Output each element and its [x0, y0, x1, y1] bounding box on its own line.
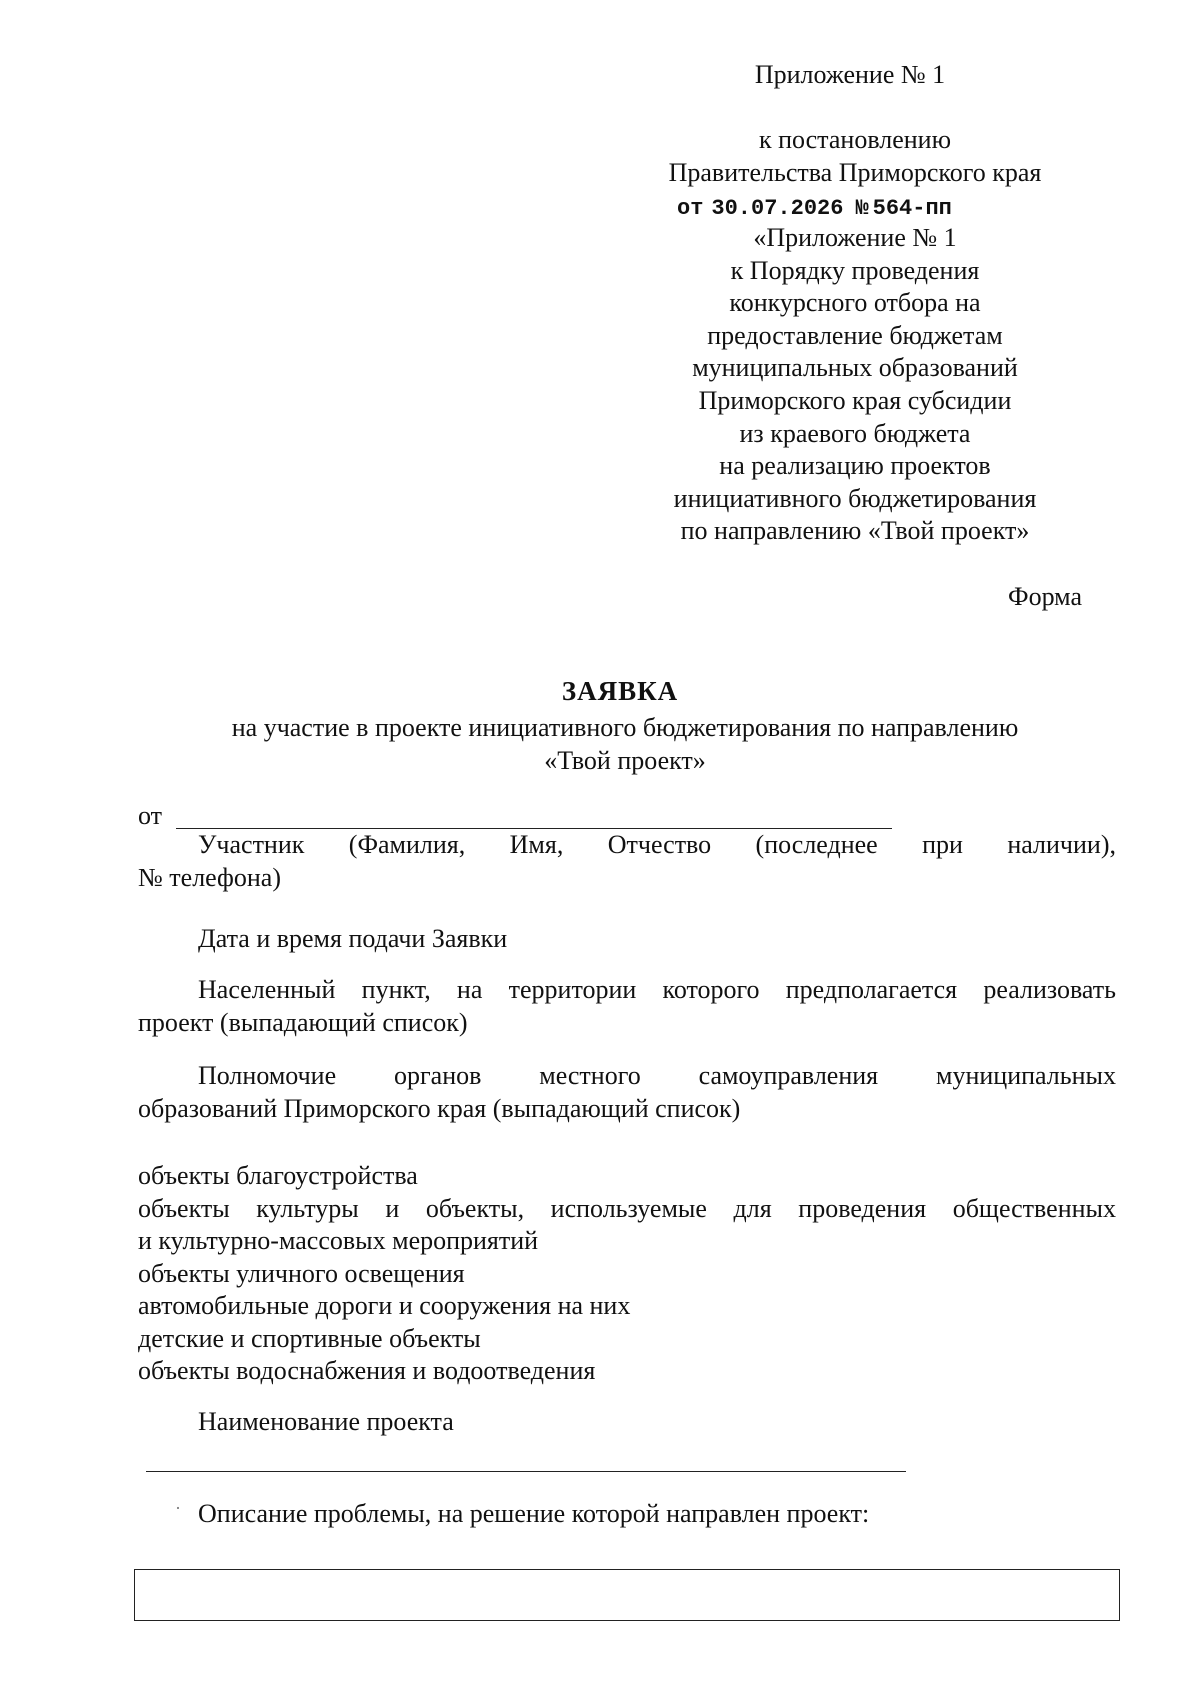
decree-from: от [677, 196, 704, 221]
participant-caption-line: № телефона) [138, 863, 281, 892]
settlement-label-line: проект (выпадающий список) [138, 1008, 468, 1037]
option-sports[interactable]: детские и спортивные объекты [138, 1323, 481, 1353]
decree-line: Правительства Приморского края [668, 157, 1042, 187]
problem-description-label: Описание проблемы, на решение которой направлен проект: [198, 1499, 870, 1528]
option-lighting[interactable]: объекты уличного освещения [138, 1258, 465, 1288]
option-culture[interactable] [138, 1193, 1116, 1258]
option-improvement[interactable]: объекты благоустройства [138, 1161, 418, 1190]
powers-field[interactable] [138, 1059, 1116, 1125]
document-subtitle: на участие в проекте инициативного бюджетирования по направлению [231, 713, 1019, 742]
decree-date: 30.07.2026 [711, 196, 844, 221]
project-name-label: Наименование проекта [198, 1407, 454, 1436]
powers-label-line: образований Приморского края (выпадающий список) [138, 1094, 741, 1123]
nested-annex-line: Приморского края субсидии [698, 385, 1012, 415]
nested-annex-line: к Порядку проведения [730, 255, 980, 285]
powers-options-list [138, 1160, 1116, 1388]
problem-description-box[interactable] [134, 1569, 1120, 1621]
powers-label-line: Полномочие органов местного самоуправления муниципальных [198, 1061, 1116, 1090]
document-subtitle-project: «Твой проект» [544, 746, 706, 775]
nested-annex-line: по направлению «Твой проект» [680, 516, 1030, 546]
scan-mark: · [175, 1498, 181, 1518]
nested-annex-line: из краевого бюджета [739, 418, 971, 448]
nested-annex-line: конкурсного отбора на [729, 288, 981, 318]
document-title: ЗАЯВКА [561, 676, 679, 706]
project-name-input-line[interactable] [146, 1471, 906, 1472]
option-water[interactable]: объекты водоснабжения и водоотведения [138, 1356, 596, 1385]
participant-caption-line: Участник (Фамилия, Имя, Отчество (последнее при наличии), [198, 830, 1116, 859]
participant-caption [138, 828, 1116, 894]
settlement-field[interactable] [138, 973, 1116, 1039]
nested-annex-line: на реализацию проектов [719, 451, 991, 481]
from-label: от [138, 801, 163, 830]
option-culture-line: объекты культуры и объекты, используемые для проведения общественных [138, 1193, 1116, 1223]
option-culture-line: и культурно-массовых мероприятий [138, 1226, 539, 1255]
settlement-label-line: Населенный пункт, на территории которого предполагается реализовать [198, 975, 1116, 1004]
decree-line: к постановлению [758, 125, 952, 154]
nested-annex-line: предоставление бюджетам [707, 320, 1003, 350]
decree-number-sign: № [855, 196, 869, 221]
nested-annex-line: «Приложение № 1 [753, 223, 957, 252]
form-label: Форма [1008, 582, 1082, 611]
decree-reference [630, 124, 1080, 189]
annex-title: Приложение № 1 [754, 60, 946, 89]
nested-annex-reference [630, 222, 1080, 548]
submission-date-label: Дата и время подачи Заявки [198, 924, 508, 953]
nested-annex-line: муниципальных образований [692, 353, 1018, 383]
decree-number: 564-пп [872, 196, 952, 221]
decree-date-number [677, 196, 952, 221]
nested-annex-line: инициативного бюджетирования [673, 483, 1037, 513]
option-roads[interactable]: автомобильные дороги и сооружения на них [138, 1291, 631, 1320]
